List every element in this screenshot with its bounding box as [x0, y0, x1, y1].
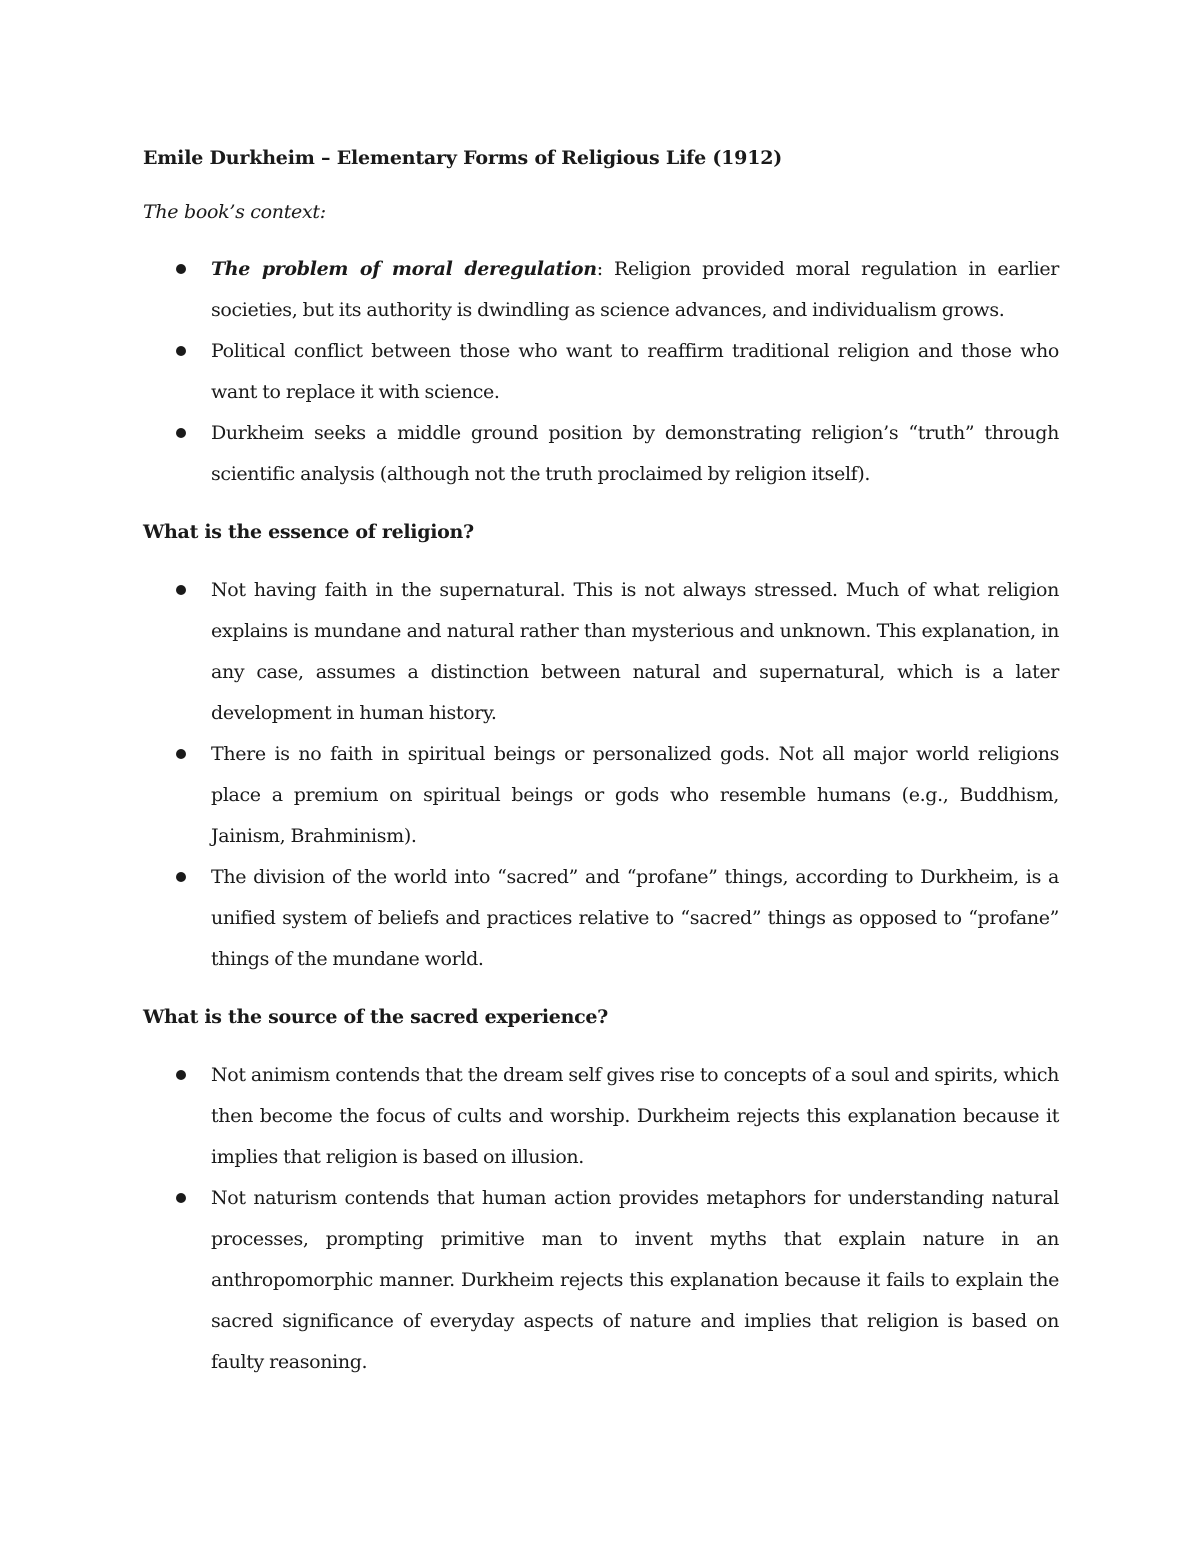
bullet-icon — [176, 428, 186, 438]
document-title: Emile Durkheim – Elementary Forms of Religious Life (1912) — [143, 147, 783, 169]
essence-bullet-item — [143, 734, 1059, 857]
bullet-icon — [176, 872, 186, 882]
bullet-text: Not animism contends that the dream self gives rise to concepts of a soul and spirits, which then become the focus of cults and worship. Durkheim rejects this explanation because it implies that religion is based on illusion. — [211, 1064, 1059, 1168]
source-bullet-list — [143, 1055, 1059, 1383]
bullet-lead-text: The problem of moral deregulation — [211, 258, 597, 280]
bullet-icon — [176, 346, 186, 356]
source-bullet-item — [143, 1055, 1059, 1178]
source-bullet-item — [143, 1178, 1059, 1383]
bullet-text: Not having faith in the supernatural. This is not always stressed. Much of what religion explains is mundane and natural rather than mysterious and unknown. This explanation, in any case, assumes a distinction between natural and supernatural, which is a later development in human history. — [211, 579, 1059, 724]
essence-bullet-item — [143, 570, 1059, 734]
source-heading: What is the source of the sacred experience? — [143, 1006, 608, 1028]
bullet-text: The division of the world into “sacred” and “profane” things, according to Durkheim, is a unified system of beliefs and practices relative to “sacred” things as opposed to “profane” things of the mundane world. — [211, 866, 1059, 970]
essence-bullet-list — [143, 570, 1059, 980]
bullet-text: Durkheim seeks a middle ground position by demonstrating religion’s “truth” through scientific analysis (although not the truth proclaimed by religion itself). — [211, 422, 1059, 485]
context-label: The book’s context: — [143, 201, 326, 223]
context-bullet-item — [143, 413, 1059, 495]
document-body — [143, 140, 1059, 1383]
bullet-text: Political conflict between those who want to reaffirm traditional religion and those who want to replace it with science. — [211, 340, 1059, 403]
bullet-icon — [176, 585, 186, 595]
bullet-icon — [176, 749, 186, 759]
bullet-icon — [176, 1193, 186, 1203]
bullet-icon — [176, 1070, 186, 1080]
essence-bullet-item — [143, 857, 1059, 980]
bullet-icon — [176, 264, 186, 274]
bullet-text: There is no faith in spiritual beings or personalized gods. Not all major world religions place a premium on spiritual beings or gods who resemble humans (e.g., Buddhism, Jainism, Brahminism). — [211, 743, 1059, 847]
context-bullet-list — [143, 249, 1059, 495]
context-bullet-item — [143, 249, 1059, 331]
bullet-text: Not naturism contends that human action provides metaphors for understanding natural processes, prompting primitive man to invent myths that explain nature in an anthropomorphic manner. Durkheim rejects this explanation because it fails to explain the sacred significance of everyday aspects of nature and implies that religion is based on faulty reasoning. — [211, 1187, 1059, 1373]
context-bullet-item — [143, 331, 1059, 413]
essence-heading: What is the essence of religion? — [143, 521, 474, 543]
bullet-text: : Religion provided moral regulation in earlier societies, but its authority is dwindling as science advances, and individualism grows. — [211, 258, 1059, 321]
